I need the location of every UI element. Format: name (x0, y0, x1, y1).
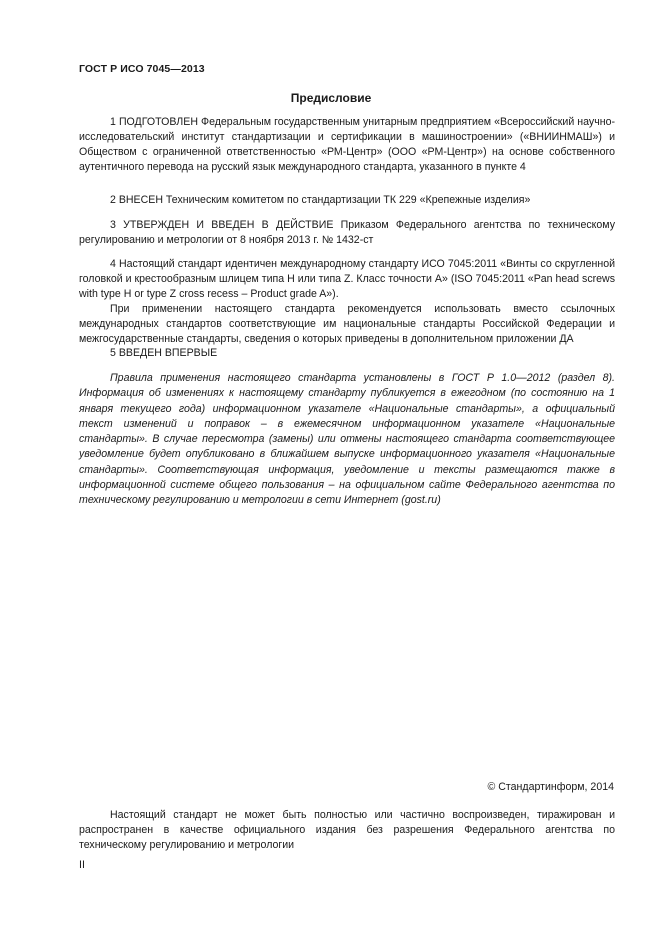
preface-title: Предисловие (290, 91, 372, 105)
preface-item-5-text: 5 ВВЕДЕН ВПЕРВЫЕ (110, 347, 218, 359)
reproduction-rights (79, 808, 615, 853)
application-rules-notice (79, 371, 615, 509)
preface-item-5 (79, 346, 615, 361)
standard-code-header: ГОСТ Р ИСО 7045—2013 (79, 63, 205, 75)
preface-item-2-text: 2 ВНЕСЕН Техническим комитетом по стандартизации ТК 229 «Крепежные изделия» (110, 194, 531, 206)
preface-item-1 (79, 115, 615, 175)
copyright-line: © Стандартинформ, 2014 (487, 781, 614, 793)
preface-item-4-note: При применении настоящего стандарта рекомендуется использовать вместо ссылочных международных стандартов соответствующие им национальные стандарты Российской Федерации и межгосударственные стандарты, сведения о которых приведены в дополнительном приложении ДА (79, 303, 615, 345)
page-number: II (79, 859, 85, 871)
preface-item-3-text: 3 УТВЕРЖДЕН И ВВЕДЕН В ДЕЙСТВИЕ Приказом Федерального агентства по техническому регулированию и метрологии от 8 ноября 2013 г. № 1432-ст (79, 219, 615, 246)
notice-text: Правила применения настоящего стандарта установлены в ГОСТ Р 1.0—2012 (раздел 8). Информация об изменениях к настоящему стандарту публикуется в ежегодном (по состоянию на 1 января текущего года) информационном указателе «Национальные стандарты», а официальный текст изменений и поправок – в ежемесячном информационном указателе «Национальные стандарты». В случае пересмотра (замены) или отмены настоящего стандарта соответствующее уведомление будет опубликовано в ближайшем выпуске информационного указателя «Национальные стандарты». Соответствующая информация, уведомление и тексты размещаются также в информационной системе общего пользования – на официальном сайте Федерального агентства по техническому регулированию и метрологии в сети Интернет (gost.ru) (79, 372, 615, 507)
preface-item-2 (79, 193, 615, 208)
preface-item-1-text: 1 ПОДГОТОВЛЕН Федеральным государственным унитарным предприятием «Всероссийский научно-исследовательский институт стандартизации и сертификации в машиностроении» («ВНИИНМАШ») и Обществом с ограниченной ответственностью «РМ-Центр» (ООО «РМ-Центр») на основе собственного аутентичного перевода на русский язык международного стандарта, указанного в пункте 4 (79, 116, 615, 173)
preface-item-3 (79, 218, 615, 248)
preface-item-4 (79, 257, 615, 347)
preface-item-4-text: 4 Настоящий стандарт идентичен международному стандарту ИСО 7045:2011 «Винты со скругленной головкой и крестообразным шлицем типа Н или типа Z. Класс точности А» (ISO 7045:2011 «Pan head screws with type H or type Z cross recess – Product grade A»). (79, 258, 615, 300)
reproduction-rights-text: Настоящий стандарт не может быть полностью или частично воспроизведен, тиражирован и распространен в качестве официального издания без разрешения Федерального агентства по техническому регулированию и метрологии (79, 809, 615, 851)
